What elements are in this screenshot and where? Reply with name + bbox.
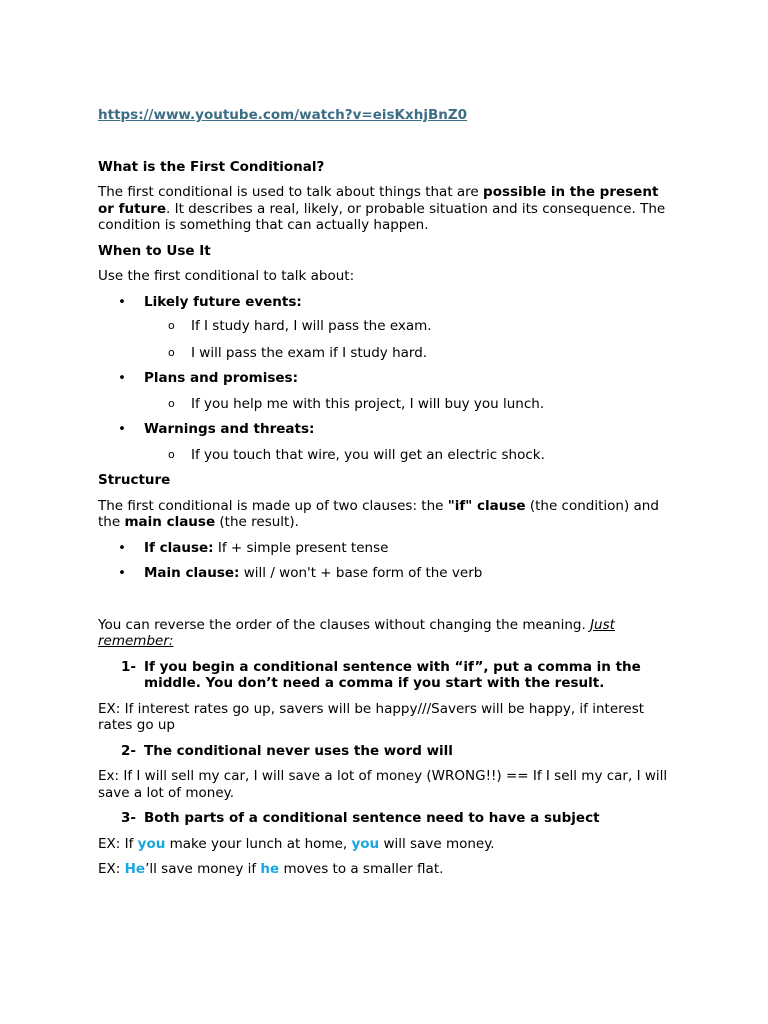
structure-paragraph: The first conditional is made up of two clauses: the "if" clause (the condition) and the main clause (the result). [98,497,659,530]
heading-when-to-use: When to Use It [98,242,211,259]
heading-structure: Structure [98,472,171,488]
heading-what-is: What is the First Conditional? [98,158,325,175]
example-paragraph: EX: If interest rates go up, savers will be happy///Savers will be happy, if interest rates go up [98,700,645,733]
list-item: • Main clause: will / won't + base form of the verb [98,565,678,582]
list-item: • Plans and promises: [98,370,678,387]
rule-item: 1- If you begin a conditional sentence with “if”, put a comma in the middle. You don’t need a comma if you start with the result. [121,658,641,691]
list-item: o I will pass the exam if I study hard. [98,345,678,362]
list-item: o If I study hard, I will pass the exam. [98,318,678,335]
rule-item: 2- The conditional never uses the word will [121,742,453,759]
example-paragraph: EX: He’ll save money if he moves to a smaller flat. [98,861,444,877]
list-item: o If you help me with this project, I will buy you lunch. [98,396,678,413]
list-item: o If you touch that wire, you will get an electric shock. [98,447,678,464]
youtube-link[interactable]: https://www.youtube.com/watch?v=eisKxhjBnZ0 [98,107,468,123]
list-item: • Likely future events: [98,294,678,311]
intro-paragraph: The first conditional is used to talk about things that are possible in the present or future. It describes a real, likely, or probable situation and its consequence. The condition is something that can actually happen. [98,184,666,233]
list-item: • If clause: If + simple present tense [98,540,678,557]
reverse-paragraph: You can reverse the order of the clauses without changing the meaning. Just remember: [98,616,615,649]
rule-item: 3- Both parts of a conditional sentence need to have a subject [121,810,600,826]
example-paragraph: EX: If you make your lunch at home, you will save money. [98,835,495,852]
document-body [98,107,678,878]
example-paragraph: Ex: If I will sell my car, I will save a lot of money (WRONG!!) == If I sell my car, I will save a lot of money. [98,768,668,801]
list-item: • Warnings and threats: [98,421,678,438]
use-intro-text: Use the first conditional to talk about: [98,268,355,284]
